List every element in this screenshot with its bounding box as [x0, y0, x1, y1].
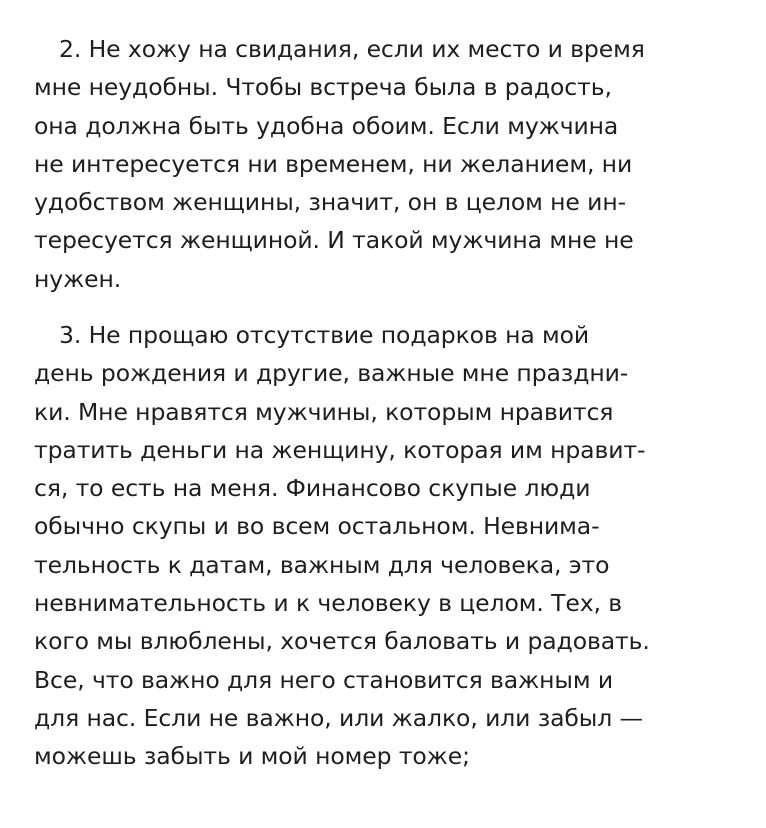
text-line: она должна быть удобна обоим. Если мужчина [34, 111, 619, 140]
text-line: нужен. [34, 264, 122, 293]
text-line: мне неудобны. Чтобы встреча была в радость, [34, 73, 612, 102]
text-line: 3. Не прощаю отсутствие подарков на мой [59, 321, 590, 349]
text-line: тратить деньги на женщину, которая им нравит- [34, 435, 646, 464]
text-line: кого мы влюблены, хочется баловать и радовать. [34, 627, 650, 656]
text-line: день рождения и другие, важные мне праздни- [34, 359, 629, 388]
text-line: не интересуется ни временем, ни желанием, ни [34, 149, 633, 178]
text-line: для нас. Если не важно, или жалко, или забыл — [34, 703, 643, 732]
text-line: обычно скупы и во всем остальном. Невнима- [34, 512, 600, 541]
text-line: тересуется женщиной. И такой мужчина мне не [34, 226, 634, 255]
text-line: невнимательность и к человеку в целом. Тех, в [34, 589, 623, 618]
text-line: ся, то есть на меня. Финансово скупые люди [34, 474, 591, 503]
paragraph-item-3 [34, 316, 744, 776]
text-line: тельность к датам, важным для человека, это [34, 550, 610, 579]
text-line: Все, что важно для него становится важным и [34, 665, 613, 694]
paragraph-item-2 [34, 30, 744, 298]
text-line: 2. Не хожу на свидания, если их место и время [59, 35, 645, 63]
text-line: ки. Мне нравятся мужчины, которым нравится [34, 397, 614, 426]
text-line: удобством женщины, значит, он в целом не ин- [34, 188, 626, 217]
text-line: можешь забыть и мой номер тоже; [34, 742, 470, 771]
